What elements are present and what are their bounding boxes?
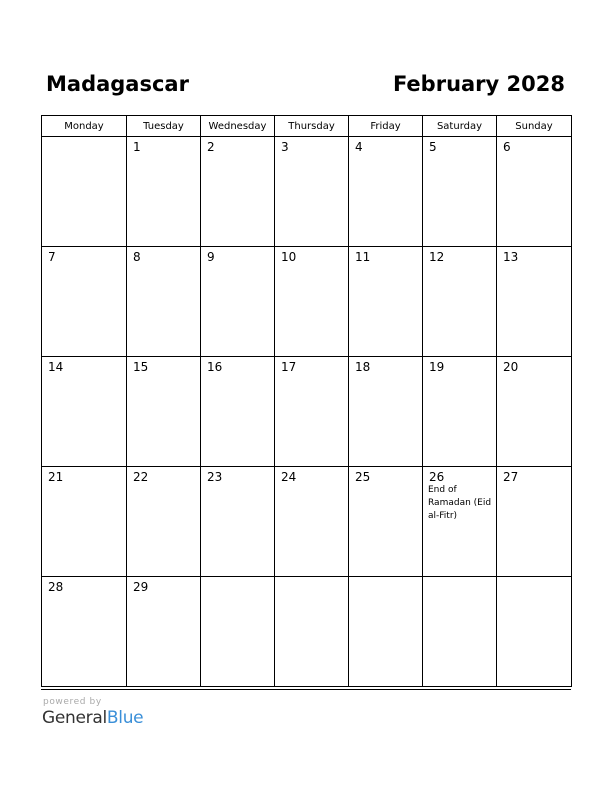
day-cell — [127, 247, 201, 357]
day-cell — [42, 357, 127, 467]
day-cell — [349, 577, 423, 687]
day-cell — [201, 247, 275, 357]
day-number: 22 — [133, 470, 149, 484]
day-cell — [497, 247, 572, 357]
day-number: 29 — [133, 580, 149, 594]
holiday-label: End of Ramadan (Eid al-Fitr) — [428, 485, 492, 521]
day-number: 9 — [207, 250, 215, 264]
day-number — [275, 577, 348, 580]
day-cell — [127, 357, 201, 467]
weekday-header: Monday — [42, 116, 127, 137]
day-number: 10 — [281, 250, 297, 264]
day-cell — [127, 577, 201, 687]
powered-by-label: powered by — [43, 697, 102, 707]
day-number: 5 — [429, 140, 437, 154]
day-cell — [275, 357, 349, 467]
day-cell — [275, 467, 349, 577]
day-cell — [349, 357, 423, 467]
day-number: 3 — [281, 140, 289, 154]
day-number: 7 — [48, 250, 56, 264]
month-title: February 2028 — [392, 72, 565, 96]
day-number — [201, 577, 274, 580]
day-cell — [42, 467, 127, 577]
day-number: 28 — [48, 580, 64, 594]
day-number: 18 — [355, 360, 371, 374]
day-number — [349, 577, 422, 580]
day-cell — [497, 357, 572, 467]
weekday-header: Sunday — [497, 116, 572, 137]
day-number: 23 — [207, 470, 223, 484]
day-number: 19 — [429, 360, 445, 374]
footer-divider — [41, 689, 571, 690]
week-row — [42, 137, 572, 247]
week-row — [42, 247, 572, 357]
day-cell — [201, 357, 275, 467]
week-row — [42, 577, 572, 687]
day-number: 15 — [133, 360, 149, 374]
weekday-header: Wednesday — [201, 116, 275, 137]
weekday-header: Friday — [349, 116, 423, 137]
day-cell — [42, 577, 127, 687]
day-cell — [423, 137, 497, 247]
weekday-header-row — [42, 116, 572, 137]
day-number — [423, 577, 496, 580]
day-cell — [423, 467, 497, 577]
day-number: 25 — [355, 470, 371, 484]
day-number: 11 — [355, 250, 371, 264]
day-number: 1 — [133, 140, 141, 154]
week-row — [42, 357, 572, 467]
day-cell — [349, 467, 423, 577]
day-cell — [275, 577, 349, 687]
day-cell — [127, 467, 201, 577]
day-cell — [349, 247, 423, 357]
day-number: 12 — [429, 250, 445, 264]
calendar-grid — [41, 115, 572, 687]
day-cell — [497, 467, 572, 577]
day-number: 21 — [48, 470, 64, 484]
day-number: 8 — [133, 250, 141, 264]
day-cell — [497, 577, 572, 687]
day-number: 2 — [207, 140, 215, 154]
day-cell — [42, 247, 127, 357]
day-number: 14 — [48, 360, 64, 374]
day-cell — [423, 577, 497, 687]
day-number: 4 — [355, 140, 363, 154]
weekday-header: Thursday — [275, 116, 349, 137]
day-cell — [275, 247, 349, 357]
day-number: 16 — [207, 360, 223, 374]
day-number: 26 — [429, 470, 445, 484]
country-title: Madagascar — [46, 72, 189, 96]
day-number — [42, 137, 126, 140]
day-cell — [349, 137, 423, 247]
day-cell — [127, 137, 201, 247]
day-number: 27 — [503, 470, 519, 484]
day-number: 20 — [503, 360, 519, 374]
weekday-header: Tuesday — [127, 116, 201, 137]
day-cell — [201, 467, 275, 577]
day-cell — [275, 137, 349, 247]
week-row — [42, 467, 572, 577]
weekday-header: Saturday — [423, 116, 497, 137]
day-cell — [497, 137, 572, 247]
day-number: 17 — [281, 360, 297, 374]
day-number — [497, 577, 571, 580]
day-number: 24 — [281, 470, 297, 484]
day-cell — [201, 137, 275, 247]
generalblue-logo[interactable] — [42, 707, 143, 729]
day-cell — [42, 137, 127, 247]
day-cell — [201, 577, 275, 687]
day-cell — [423, 247, 497, 357]
day-cell — [423, 357, 497, 467]
brand-text-blue: Blue — [106, 708, 144, 728]
day-number: 6 — [503, 140, 511, 154]
brand-text-general: General — [42, 708, 107, 728]
day-number: 13 — [503, 250, 519, 264]
